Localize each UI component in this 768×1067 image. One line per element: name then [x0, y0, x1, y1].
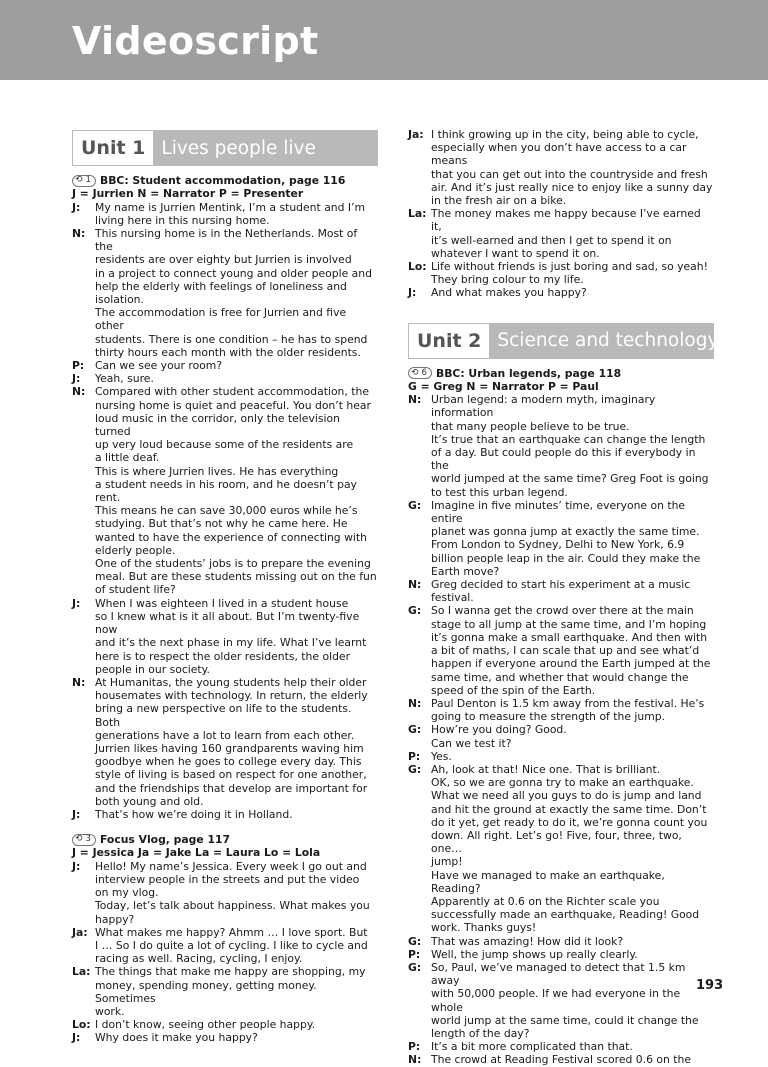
line-text: When I was eighteen I lived in a student house so I knew what is it all about. But I’m twenty-five now and it’s the next phase in my life. What I’ve learnt here is to respect the older residents, the older people in our society.: [95, 596, 367, 676]
script-line: [72, 926, 378, 966]
script-line: [408, 697, 714, 723]
speaker-tag: G:: [408, 723, 422, 737]
play-icon: ⟲: [411, 367, 419, 378]
speaker-tag: P:: [408, 1040, 421, 1054]
script-line: [72, 1018, 378, 1031]
speaker-tag: N:: [408, 696, 422, 710]
speaker-tag: G:: [408, 934, 422, 948]
line-text: Can we see your room?: [95, 359, 223, 373]
script-line: [408, 948, 714, 961]
unit-1-name: Lives people live: [161, 137, 316, 159]
speaker-tag: J:: [72, 1031, 81, 1045]
speaker-tag: G:: [408, 498, 422, 512]
speaker-tag: J:: [72, 372, 81, 386]
line-text: Why does it make you happy?: [95, 1031, 258, 1045]
line-text: The things that make me happy are shopping, my money, spending money, getting money. Sometimes work.: [95, 965, 366, 1018]
script-line: [72, 860, 378, 926]
speaker-tag: N:: [72, 675, 86, 689]
section-heading-6: [408, 367, 714, 380]
line-text: Greg decided to start his experiment at a music festival.: [431, 578, 691, 605]
script-line: [72, 1031, 378, 1044]
script-line: [408, 499, 714, 578]
track-badge: ⟲ 6: [408, 367, 432, 379]
line-text: The crowd at Reading Festival scored 0.6 on the: [431, 1053, 691, 1067]
line-text: Hello! My name’s Jessica. Every week I go out and interview people in the streets and put the video on my vlog. Today, let’s talk about happiness. What makes you happy?: [95, 859, 370, 926]
line-text: I don’t know, seeing other people happy.: [95, 1018, 316, 1032]
section-title: BBC: Student accommodation, page 116: [99, 174, 346, 187]
section-heading-1: [72, 174, 378, 187]
script-line: [72, 676, 378, 808]
speaker-tag: P:: [408, 749, 421, 763]
line-text: So, Paul, we’ve managed to detect that 1.5 km away with 50,000 people. If we had everyone in the whole world jump at the same time, could it change the length of the day?: [431, 960, 699, 1040]
script-line: [408, 286, 714, 299]
page-title: Videoscript: [72, 19, 319, 63]
script-lines-1: [72, 201, 378, 822]
line-text: That was amazing! How did it look?: [431, 934, 624, 948]
speaker-tag: Lo:: [72, 1018, 91, 1032]
script-line: [408, 763, 714, 935]
script-lines-continued: [408, 128, 714, 300]
speaker-tag: Ja:: [72, 925, 88, 939]
script-line: [408, 128, 714, 207]
line-text: And what makes you happy?: [431, 286, 587, 300]
script-line: [408, 935, 714, 948]
speaker-tag: La:: [72, 965, 91, 979]
line-text: That’s how we’re doing it in Holland.: [95, 807, 293, 821]
script-line: [408, 393, 714, 499]
speaker-tag: N:: [72, 227, 86, 240]
line-text: Well, the jump shows up really clearly.: [431, 947, 638, 961]
line-text: Urban legend: a modern myth, imaginary information that many people believe to be true. It’s true that an earthquake can change the length of a day. But could people do this if everybody in the world jumped at the same time? Greg Foot is going to test this urban legend.: [431, 393, 709, 499]
header-band: [0, 0, 768, 80]
script-line: [72, 597, 378, 676]
speaker-tag: J:: [72, 596, 81, 610]
line-text: Ah, look at that! Nice one. That is brilliant. OK, so we are gonna try to make an earthquake. What we need all you guys to do is jump and land and hit the ground at exactly the same time. Don’t do it yet, get ready to do it, we’re gonna count you down. All right. Let’s go! Five, four, three, two, one… jump! Have we managed to make an earthquake, Reading? Apparently at 0.6 on the Richter scale you successfully made an earthquake, Reading! Good work. Thanks guys!: [431, 762, 708, 935]
line-text: What makes me happy? Ahmm … I love sport. But I … So I do quite a lot of cycling. I like to cycle and racing as well. Racing, cycling, I enjoy.: [95, 925, 368, 966]
track-badge: ⟲ 1: [72, 175, 96, 187]
play-icon: ⟲: [75, 175, 83, 185]
line-text: Compared with other student accommodation, the nursing home is quiet and peaceful. You don’t hear loud music in the corridor, only the television turned up very loud because some of the residents are a little deaf. This is where Jurrien lives. He has everything a student needs in his room, and he doesn’t pay rent. This means he can save 30,000 euros while he’s studying. But that’s not why he came here. He wanted to have the experience of connecting with elderly people. One of the students’ jobs is to prepare the evening meal. But are these students missing out on the fun of student life?: [95, 385, 377, 597]
speaker-tag: N:: [72, 385, 86, 399]
line-text: I think growing up in the city, being able to cycle, especially when you don’t have access to a car means that you can get out into the countryside and fresh air. And it’s just really nice to enjoy like a sunny day in the fresh air on a bike.: [431, 128, 713, 208]
speaker-tag: J:: [408, 286, 417, 300]
unit-2-name: Science and technology: [497, 330, 719, 352]
script-line: [72, 227, 378, 359]
speaker-tag: J:: [72, 200, 81, 214]
speaker-tag: Ja:: [408, 128, 424, 141]
script-line: [408, 750, 714, 763]
line-text: This nursing home is in the Netherlands. Most of the residents are over eighty but Jurrien is involved in a project to connect young and older people and help the elderly with feelings of loneliness and isolation. The accommodation is free for Jurrien and five other students. There is one condition – he has to spend thirty hours each month with the older residents.: [95, 227, 372, 359]
speaker-tag: N:: [408, 1053, 422, 1067]
script-line: [408, 578, 714, 604]
script-line: [408, 961, 714, 1040]
line-text: Paul Denton is 1.5 km away from the festival. He’s going to measure the strength of the jump.: [431, 696, 705, 724]
track-badge: ⟲ 3: [72, 834, 96, 846]
script-line: [408, 604, 714, 696]
speaker-tag: P:: [408, 947, 421, 961]
speaker-tag: La:: [408, 207, 427, 221]
speaker-legend: J = Jessica Ja = Jake La = Laura Lo = Lola: [72, 846, 321, 860]
speaker-tag: J:: [72, 859, 81, 873]
section-heading-3: [72, 833, 378, 846]
script-line: [408, 260, 714, 286]
speaker-legend: G = Greg N = Narrator P = Paul: [408, 379, 599, 393]
left-column: [72, 130, 378, 1045]
unit-2-number: Unit 2: [409, 324, 489, 358]
speaker-tag: Lo:: [408, 260, 427, 274]
line-text: Life without friends is just boring and sad, so yeah! They bring colour to my life.: [431, 260, 708, 287]
script-lines-3: [72, 860, 378, 1045]
page-number: 193: [696, 978, 724, 993]
line-text: How’re you doing? Good. Can we test it?: [431, 723, 567, 750]
speaker-tag: G:: [408, 960, 422, 974]
speaker-tag: J:: [72, 807, 81, 821]
speaker-tag: G:: [408, 762, 422, 776]
line-text: Imagine in five minutes’ time, everyone on the entire planet was gonna jump at exactly the same time. From London to Sydney, Delhi to New York, 6.9 billion people leap in the air. Could they make the Earth move?: [431, 498, 701, 578]
section-title: BBC: Urban legends, page 118: [435, 366, 622, 380]
right-column: [408, 128, 719, 1067]
speaker-tag: N:: [408, 393, 422, 407]
line-text: At Humanitas, the young students help their older housemates with technology. In return, the elderly bring a new perspective on life to the students. Both generations have a lot to learn from each other. Jurrien likes having 160 grandparents waving him goodbye when he goes to college every day. This style of living is based on respect for one another, and the friendships that develop are important for both young and old.: [95, 675, 368, 808]
script-line: [72, 201, 378, 227]
script-line: [408, 207, 714, 260]
script-line: [408, 1040, 714, 1053]
unit-1-number: Unit 1: [73, 131, 153, 165]
script-line: [72, 808, 378, 821]
script-line: [72, 385, 378, 596]
line-text: So I wanna get the crowd over there at the main stage to all jump at the same time, and I’m hoping it’s gonna make a small earthquake. And then with a bit of maths, I can scale that up and see what’d happen if everyone around the Earth jumped at the same time, and whether that would change the speed of the spin of the Earth.: [431, 604, 711, 697]
script-line: [72, 372, 378, 385]
section-title: Focus Vlog, page 117: [99, 833, 231, 847]
script-lines-6: [408, 393, 714, 1066]
speaker-tag: G:: [408, 604, 422, 618]
line-text: Yes.: [431, 749, 452, 763]
speaker-legend: J = Jurrien N = Narrator P = Presenter: [72, 187, 304, 201]
line-text: Yeah, sure.: [95, 372, 154, 386]
script-line: [408, 723, 714, 749]
line-text: My name is Jurrien Mentink, I’m a student and I’m living here in this nursing home.: [95, 200, 366, 227]
unit-2-banner: [408, 323, 719, 359]
line-text: It’s a bit more complicated than that.: [431, 1040, 633, 1054]
script-line: [72, 359, 378, 372]
speaker-tag: N:: [408, 578, 422, 592]
speaker-tag: P:: [72, 359, 85, 373]
script-line: [408, 1053, 714, 1066]
unit-1-banner: [72, 130, 378, 166]
play-icon: ⟲: [75, 834, 83, 845]
script-line: [72, 965, 378, 1018]
line-text: The money makes me happy because I’ve earned it, it’s well-earned and then I get to spend it on whatever I want to spend it on.: [431, 207, 701, 260]
